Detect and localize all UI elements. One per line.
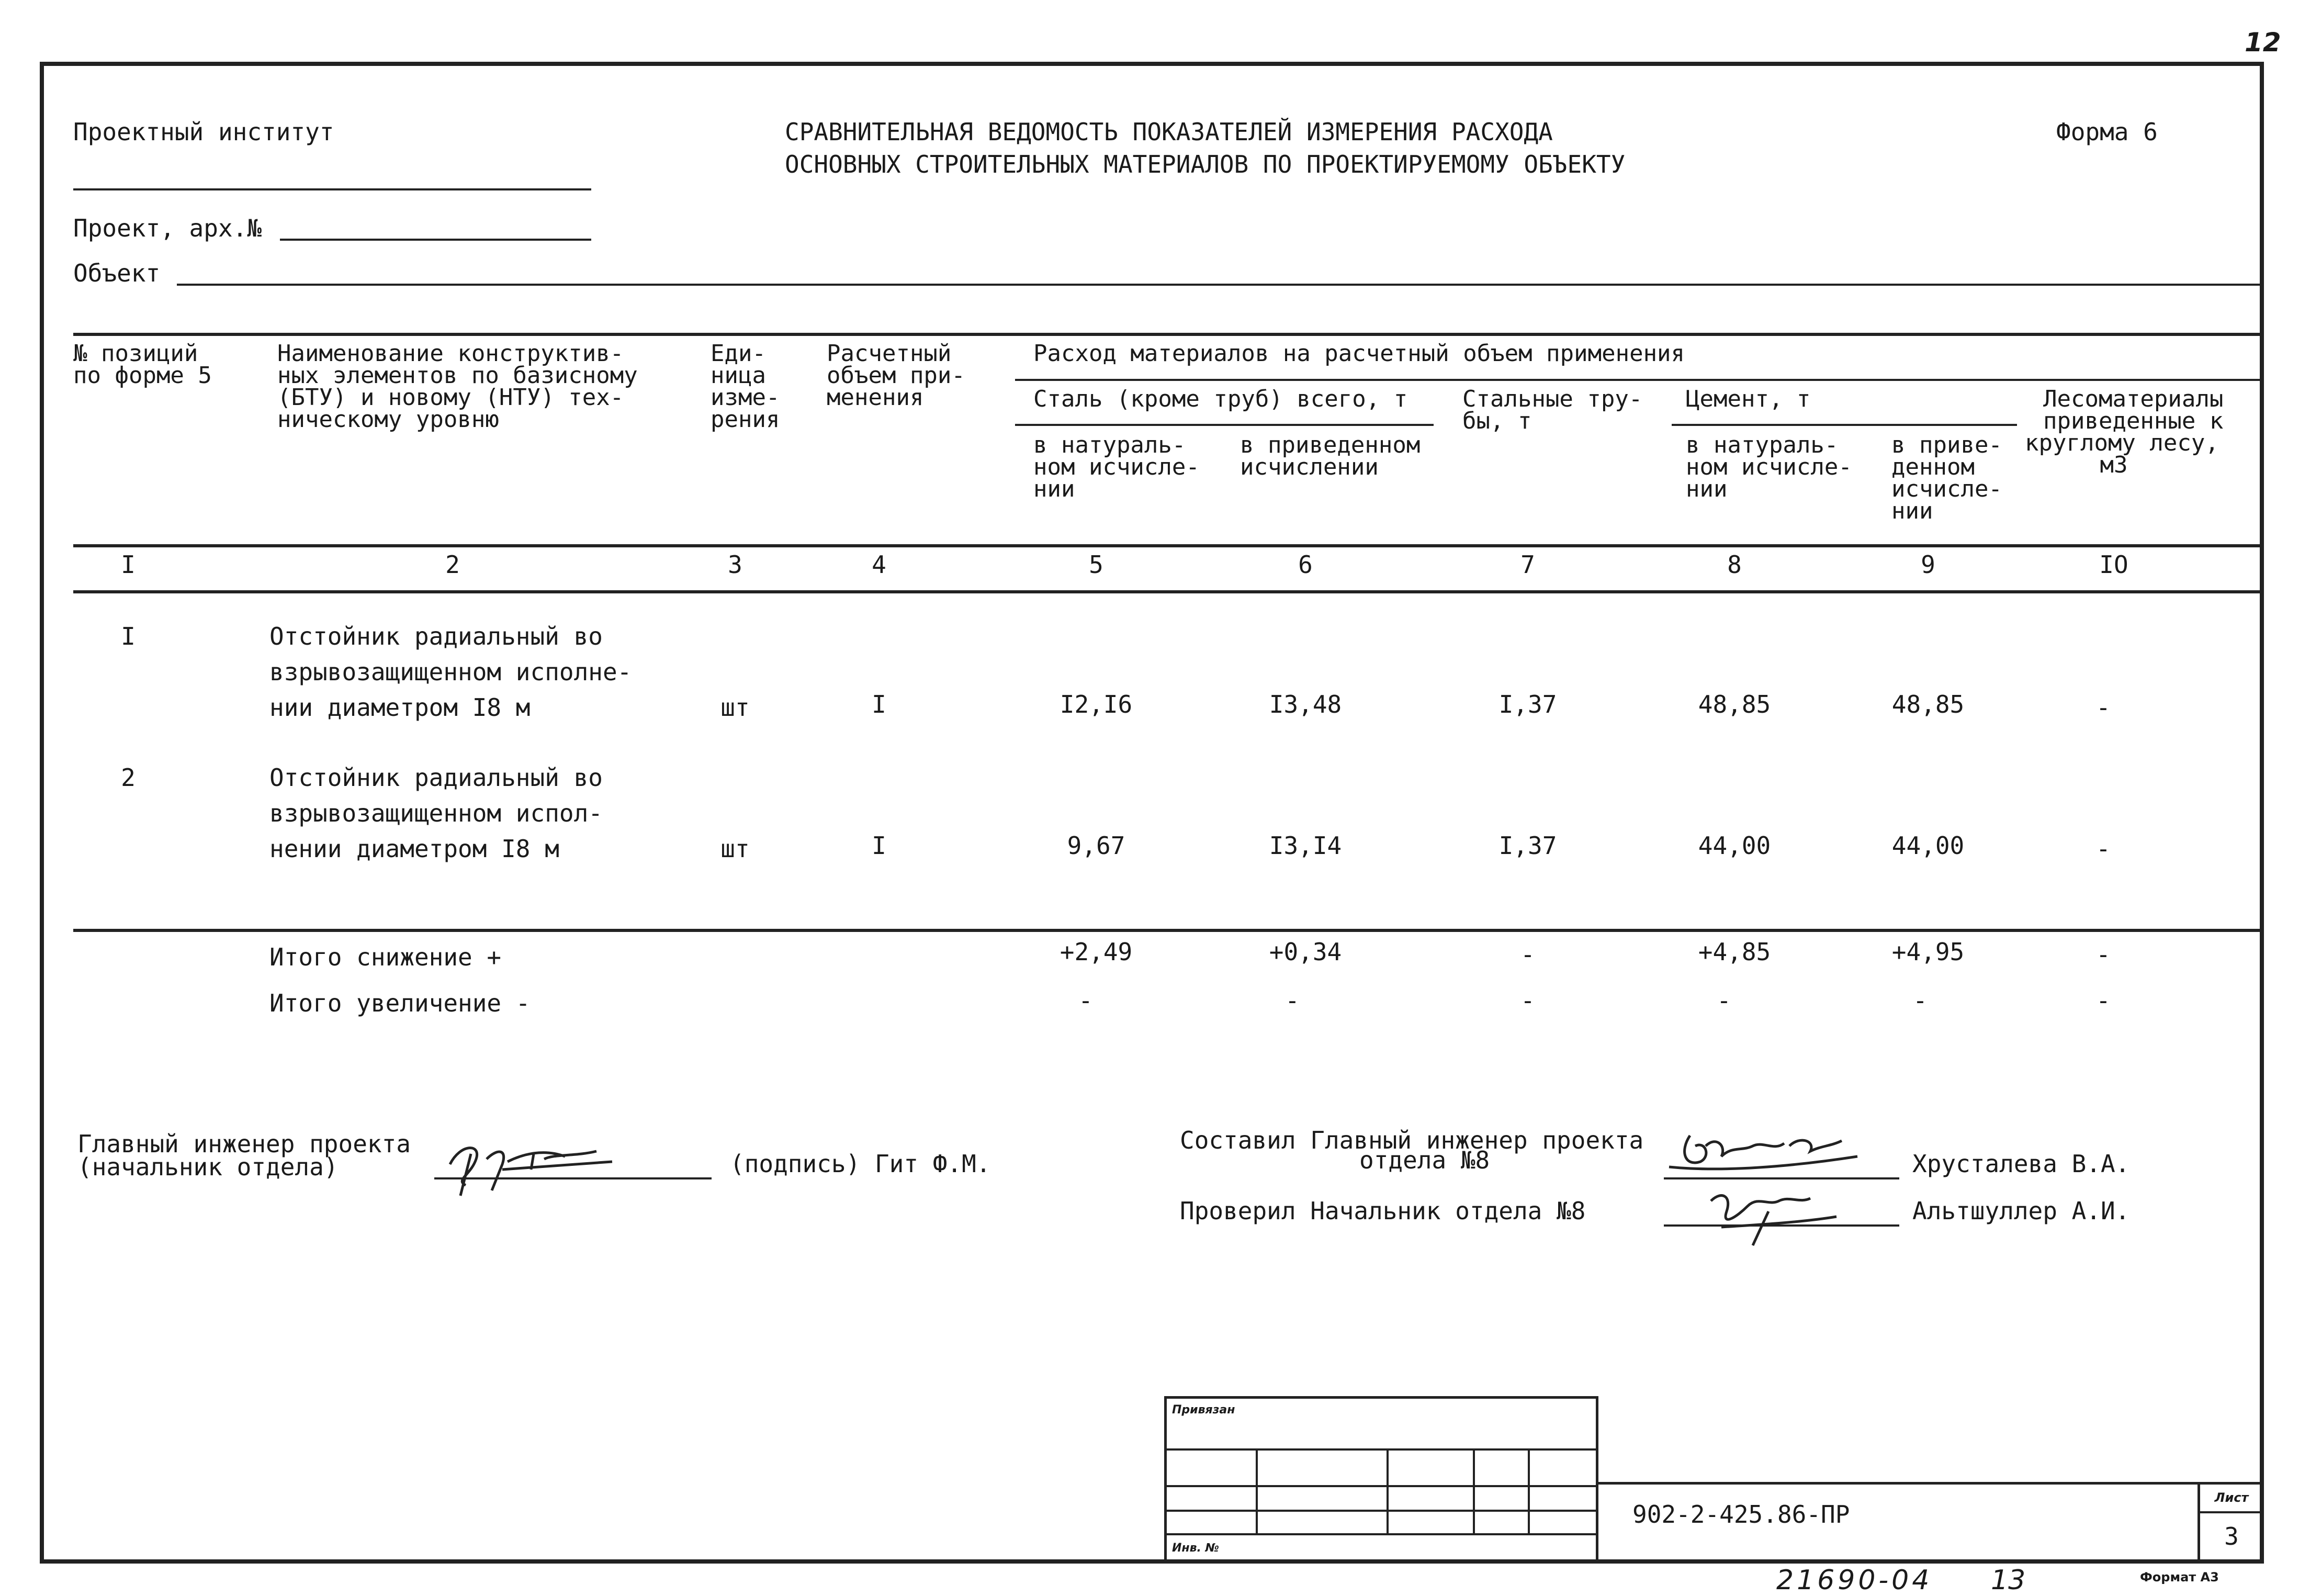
row-cement-natural: 44,00: [1698, 831, 1771, 860]
project-underline: [280, 239, 591, 241]
institute-label: Проектный институт: [73, 118, 334, 146]
col5-header-l2: ном исчисле-: [1033, 454, 1200, 480]
total-decrease-label: Итого снижение +: [269, 943, 502, 971]
checked-signature: [1700, 1180, 1857, 1248]
col-number: I: [121, 550, 136, 579]
colnum-bottom-line: [73, 590, 2263, 593]
stamp-vline: [1528, 1448, 1530, 1533]
total-decrease-cement-natural: +4,85: [1698, 938, 1771, 966]
col1-header-l2: по форме 5: [73, 362, 212, 389]
row-volume: I: [872, 831, 886, 860]
compiled-name: Хрусталева В.А.: [1912, 1150, 2130, 1178]
col-number: 2: [445, 550, 460, 579]
row-name-line: Отстойник радиальный во: [269, 763, 603, 792]
total-increase-cement-reduced: -: [1913, 986, 1928, 1015]
total-decrease-steel-natural: +2,49: [1060, 938, 1133, 966]
total-decrease-cement-reduced: +4,95: [1891, 938, 1965, 966]
sheet-label: Лист: [2214, 1490, 2249, 1505]
col2-header-l1: Наименование конструктив-: [277, 340, 624, 367]
col8-header-l2: ном исчисле-: [1686, 454, 1852, 480]
col-number: IO: [2099, 550, 2128, 579]
chief-engineer-label: Главный инженер проекта: [77, 1130, 411, 1158]
row-cement-reduced: 44,00: [1891, 831, 1965, 860]
compiled-label: Составил Главный инженер проекта: [1180, 1126, 1644, 1154]
col9-header-l2: денном: [1891, 454, 1975, 480]
col9-header-l4: нии: [1891, 498, 1933, 524]
form-label: Форма 6: [2056, 118, 2158, 146]
handwritten-number: 13: [1991, 1565, 2026, 1596]
col10-header-l1: Лесоматериалы: [2043, 386, 2224, 412]
header-bottom-line: [73, 544, 2263, 547]
cement-header-line: [1672, 424, 2017, 426]
compiled-signature: [1659, 1125, 1868, 1183]
stamp-privyazan: Привязан: [1172, 1403, 1235, 1417]
col-number: 8: [1727, 550, 1742, 579]
col-number: 3: [728, 550, 742, 579]
totals-top-line: [73, 929, 2263, 932]
total-increase-timber: -: [2096, 986, 2111, 1015]
col2-header-l2: ных элементов по базисному: [277, 362, 638, 389]
total-increase-steel-reduced: -: [1285, 986, 1300, 1015]
doc-title-line1: СРАВНИТЕЛЬНАЯ ВЕДОМОСТЬ ПОКАЗАТЕЛЕЙ ИЗМЕРЕНИЯ РАСХОДА: [785, 118, 1553, 146]
row-name-line: нении диаметром I8 м: [269, 835, 559, 863]
row-steel-natural: I2,I6: [1060, 690, 1133, 718]
total-decrease-steel-reduced: +0,34: [1269, 938, 1342, 966]
row-steel-reduced: I3,I4: [1269, 831, 1342, 860]
row-timber: -: [2096, 693, 2111, 722]
col6-header-l2: исчислении: [1240, 454, 1379, 480]
col2-header-l3: (БТУ) и новому (НТУ) тех-: [277, 384, 624, 411]
row-volume: I: [872, 690, 886, 718]
stamp-line: [1164, 1485, 1598, 1487]
row-name-line: Отстойник радиальный во: [269, 622, 603, 650]
col3-header-l3: изме-: [711, 384, 780, 411]
col7-header-l2: бы, т: [1462, 408, 1532, 434]
chief-engineer-sublabel: (начальник отдела): [77, 1153, 339, 1181]
stamp-line: [1164, 1510, 1598, 1512]
institute-underline: [73, 188, 591, 190]
doc-code: 902-2-425.86-ПР: [1632, 1500, 1850, 1528]
row-unit: шт: [720, 693, 750, 722]
stamp-line: [1164, 1448, 1598, 1451]
col4-header-l3: менения: [827, 384, 924, 411]
col7-header-l1: Стальные тру-: [1462, 386, 1643, 412]
col1-header-l1: № позиций: [73, 340, 198, 367]
checked-label: Проверил Начальник отдела №8: [1180, 1197, 1586, 1225]
total-increase-cement-natural: -: [1717, 986, 1731, 1015]
sheet-number: 3: [2224, 1522, 2239, 1550]
col6-header-l1: в приведенном: [1240, 432, 1421, 458]
stamp-vline: [1473, 1448, 1475, 1533]
handwritten-code: 21690-04: [1776, 1565, 1933, 1596]
col10-header-l3: круглому лесу,: [2025, 430, 2219, 456]
stamp-inv: Инв. №: [1172, 1542, 1220, 1555]
row-name-line: взрывозащищенном испол-: [269, 799, 603, 827]
page-number: 12: [2245, 27, 2281, 58]
col-number: 6: [1298, 550, 1313, 579]
cement-header: Цемент, т: [1686, 386, 1811, 412]
col-number: 9: [1921, 550, 1935, 579]
row-cement-reduced: 48,85: [1891, 690, 1965, 718]
row-unit: шт: [720, 835, 750, 863]
sheet-box-divider: [2199, 1511, 2264, 1513]
col-number: 5: [1089, 550, 1103, 579]
stamp-vline: [1256, 1448, 1258, 1533]
group-header-line: [1015, 379, 2263, 381]
compiled-dept: отдела №8: [1359, 1146, 1490, 1174]
doc-title-line2: ОСНОВНЫХ СТРОИТЕЛЬНЫХ МАТЕРИАЛОВ ПО ПРОЕКТИРУЕМОМУ ОБЪЕКТУ: [785, 150, 1626, 178]
col-number: 7: [1520, 550, 1535, 579]
object-label: Объект: [73, 259, 161, 287]
col5-header-l1: в натураль-: [1033, 432, 1186, 458]
col8-header-l1: в натураль-: [1686, 432, 1839, 458]
table-top-line: [73, 333, 2263, 336]
row-position: 2: [121, 763, 136, 792]
col9-header-l1: в приве-: [1891, 432, 2002, 458]
chief-signature-caption: (подпись) Гит Ф.М.: [730, 1150, 991, 1178]
total-increase-steel-natural: -: [1078, 986, 1093, 1015]
col3-header-l4: рения: [711, 406, 780, 433]
stamp-left-block: [1164, 1396, 1598, 1564]
row-name-line: нии диаметром I8 м: [269, 693, 531, 722]
object-underline: [177, 284, 2262, 286]
col2-header-l4: ническому уровню: [277, 406, 499, 433]
chief-signature: [440, 1133, 638, 1201]
checked-name: Альтшуллер А.И.: [1912, 1197, 2130, 1225]
total-increase-pipes: -: [1520, 986, 1535, 1015]
row-position: I: [121, 622, 136, 650]
total-increase-label: Итого увеличение -: [269, 989, 531, 1017]
stamp-vline: [1387, 1448, 1389, 1533]
row-pipes: I,37: [1498, 831, 1557, 860]
col3-header-l1: Еди-: [711, 340, 766, 367]
col5-header-l3: нии: [1033, 476, 1075, 502]
project-label: Проект, арх.№: [73, 214, 262, 242]
total-decrease-timber: -: [2096, 940, 2111, 969]
row-timber: -: [2096, 835, 2111, 863]
materials-group-header: Расход материалов на расчетный объем применения: [1033, 340, 1685, 367]
total-decrease-pipes: -: [1520, 940, 1535, 969]
row-steel-reduced: I3,48: [1269, 690, 1342, 718]
row-steel-natural: 9,67: [1067, 831, 1125, 860]
col10-header-l2: приведенные к: [2043, 408, 2224, 434]
col9-header-l3: исчисле-: [1891, 476, 2002, 502]
row-cement-natural: 48,85: [1698, 690, 1771, 718]
col-number: 4: [872, 550, 886, 579]
steel-header-line: [1015, 424, 1434, 426]
steel-header: Сталь (кроме труб) всего, т: [1033, 386, 1408, 412]
col4-header-l1: Расчетный: [827, 340, 952, 367]
col10-header-l4: м3: [2100, 452, 2128, 478]
format-label: Формат А3: [2140, 1570, 2219, 1584]
row-pipes: I,37: [1498, 690, 1557, 718]
row-name-line: взрывозащищенном исполне-: [269, 658, 632, 686]
stamp-line: [1164, 1533, 1598, 1535]
col3-header-l2: ница: [711, 362, 766, 389]
col8-header-l3: нии: [1686, 476, 1728, 502]
col4-header-l2: объем при-: [827, 362, 965, 389]
